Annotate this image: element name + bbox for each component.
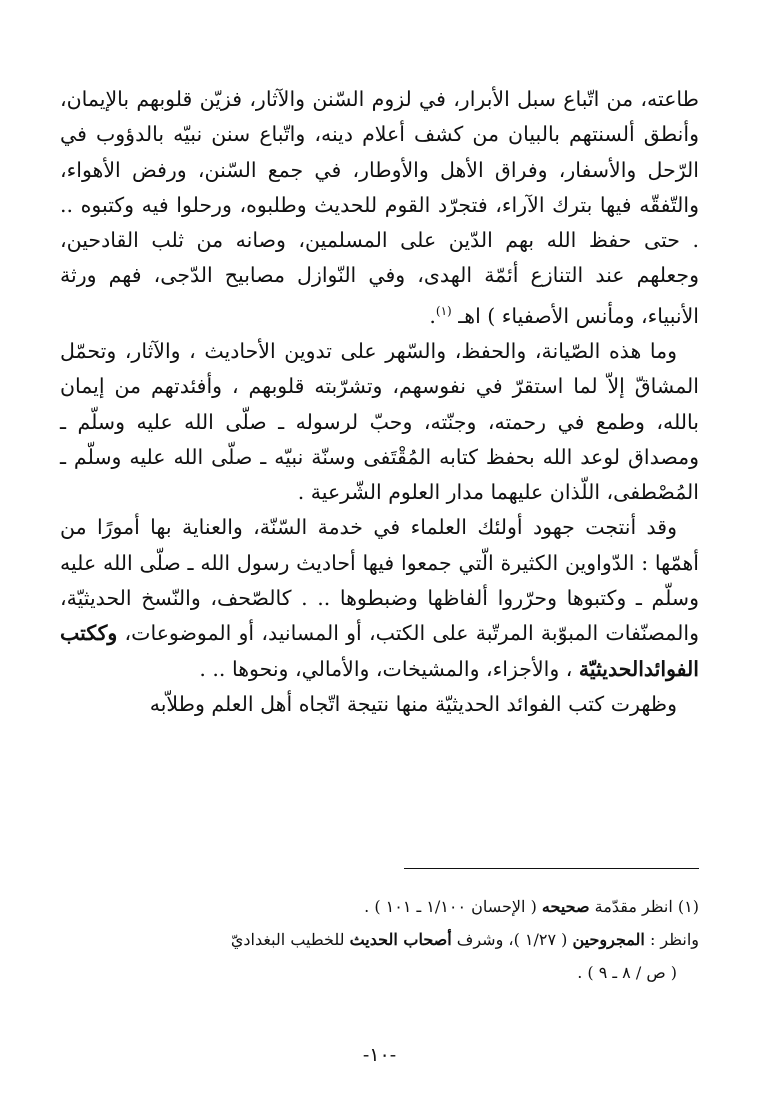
paragraph-1-text: طاعته، من اتّباع سبل الأبرار، في لزوم السّنن والآثار، فزيّن قلوبهم بالإيمان، وأنطق ألسنتهم بالبيان من كشف أعلام دينه، واتّباع سنن نبيّه بالدؤوب في الرّحل والأسفار، وفراق الأهل والأوطار، في جمع السّنن، ورفض الأهواء، والتّفقّه فيها بترك الآراء، فتجرّد القوم للحديث وطلبوه، ورحلوا فيه وكتبوه .. . حتى حفظ الله بهم الدّين على المسلمين، وصانه من ثلب القادحين، وجعلهم عند التنازع أئمّة الهدى، وفي النّوازل مصابيح الدّجى، فهم ورثة الأنبياء، ومأنس الأصفياء ) اهـ [60,87,699,328]
footnote-divider [404,868,699,869]
paragraph-4: وظهرت كتب الفوائد الحديثيّة منها نتيجة اتّجاه أهل العلم وطلاّبه [149,691,677,716]
footnote-2-bold-2: أصحاب الحديث [349,930,452,949]
paragraph-3-end: والمشيخات، والأمالي، ونحوها .. . [199,656,480,681]
main-text [60,82,699,722]
footnote-reference[interactable]: (١) [435,303,452,318]
footnote-1-post: ( الإحسان ١/١٠٠ ـ ١٠١ ) . [364,897,537,916]
paragraph-3-text: وقد أنتجت جهود أولئك العلماء في خدمة السّنّة، والعناية بها أمورًا من أهمّها : الدّواوين الكثيرة الّتي جمعوا فيها أحاديث رسول الله ـ صلّى الله عليه وسلّم ـ وكتبوها وحرّروا ألفاظها وضبطوها .. . كالصّحف، والنّسخ الحديثيّة، والمصنّفات المبوّبة المرتّبة على الكتب، أو المسانيد، أو الموضوعات، [60,515,699,646]
paragraph-3 [60,510,699,686]
footnote-2-pre: وانظر : [649,930,699,949]
footnote-2 [70,923,699,956]
footnote-2-post: للخطيب البغداديّ [230,930,345,949]
paragraph-2: وما هذه الصّيانة، والحفظ، والسّهر على تدوين الأحاديث ، والآثار، وتحمّل المشاقّ إلاّ لما استقرّ في نفوسهم، وتشرّبته قلوبهم ، وأفئدتهم من إيمان بالله، وطمع في رحمته، وجنّته، وحبّ لرسوله ـ صلّى الله عليه وسلّم ـ ومصداق لوعد الله بحفظ كتابه المُقْتَفى وسنّة نبيّه ـ صلّى الله عليه وسلّم ـ المُصْطفى، اللّذان عليهما مدار العلوم الشّرعية . [60,338,699,505]
paragraph-3-tail: ، والأجزاء، [486,656,573,681]
footnote-1-bold: صحيحه [541,897,590,916]
page-number: -١٠- [362,1044,397,1066]
bold-phrase: وككتب الفوائدالحديثيّة [60,621,699,681]
footnotes [70,890,699,989]
footnote-2-bold-1: المجروحين [572,930,645,949]
paragraph-1: طاعته، من اتّباع سبل الأبرار، في لزوم السّنن والآثار، فزيّن قلوبهم بالإيمان، وأنطق ألسنتهم بالبيان من كشف أعلام دينه، واتّباع سنن نبيّه بالدؤوب في الرّحل والأسفار، وفراق الأهل والأوطار، في جمع السّنن، ورفض الأهواء، والتّفقّه فيها بترك الآراء، فتجرّد القوم للحديث وطلبوه، ورحلوا فيه وكتبوه .. . حتى حفظ الله بهم الدّين على المسلمين، وصانه من ثلب القادحين، وجعلهم عند التنازع أئمّة الهدى، وفي النّوازل مصابيح الدّجى، فهم ورثة الأنبياء، ومأنس الأصفياء ) اهـ $^{(١)}$. [60,87,699,328]
footnote-1 [70,890,699,923]
footnote-2-mid: ( ١/٢٧ )، وشرف [456,930,568,949]
footnote-1-pre: (١) انظر مقدّمة [594,897,699,916]
footnote-3: ( ص / ٨ ـ ٩ ) . [577,963,677,982]
